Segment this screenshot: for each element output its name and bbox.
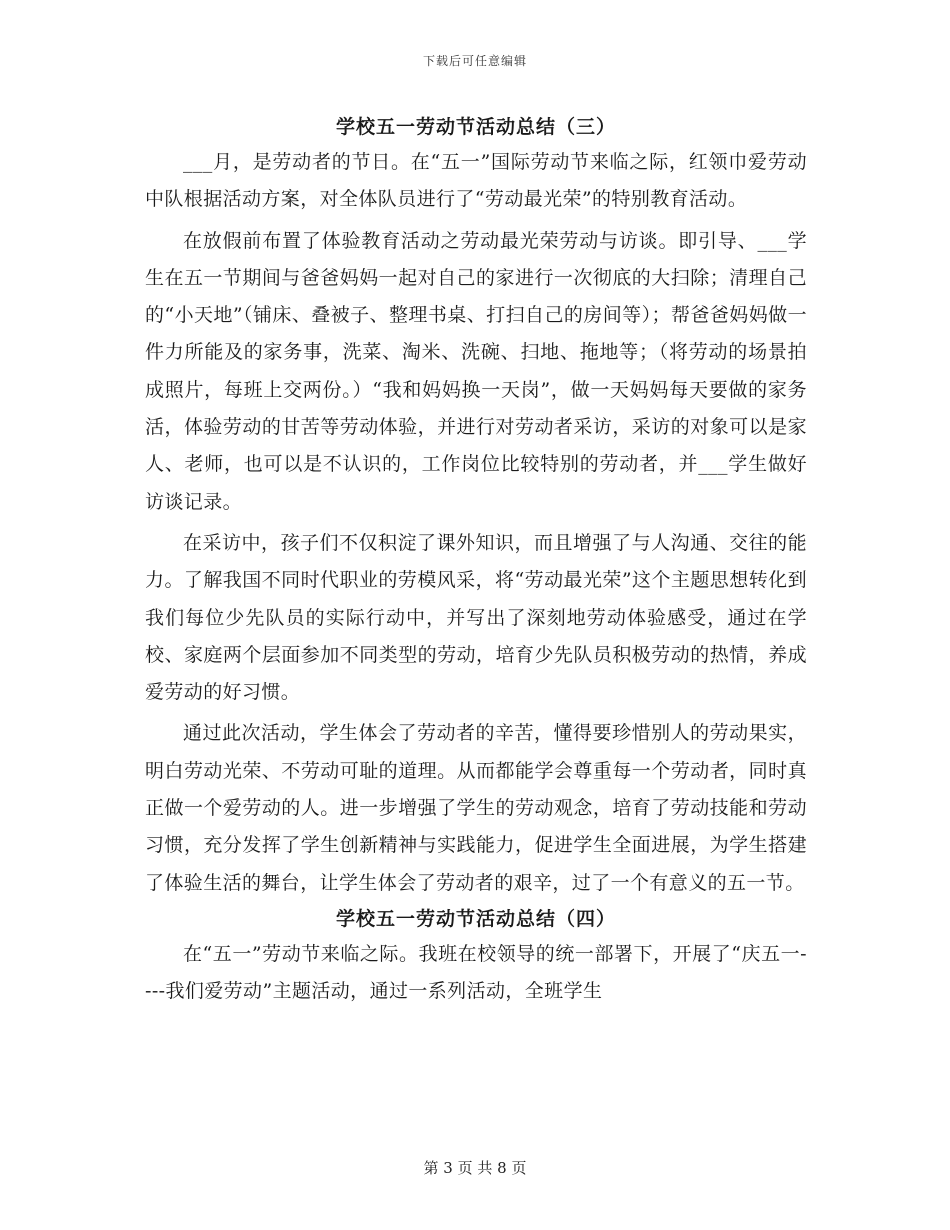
- paragraph: 在“五一”劳动节来临之际。我班在校领导的统一部署下，开展了“庆五一----我们爱劳动”主题活动，通过一系列活动，全班学生: [145, 942, 807, 1003]
- section-title-4: 学校五一劳动节活动总结（四）: [335, 907, 616, 930]
- paragraph: 通过此次活动，学生体会了劳动者的辛苦，懂得要珍惜别人的劳动果实，明白劳动光荣、不劳动可耻的道理。从而都能学会尊重每一个劳动者，同时真正做一个爱劳动的人。进一步增强了学生的劳动观念，培育了劳动技能和劳动习惯，充分发挥了学生创新精神与实践能力，促进学生全面进展，为学生搭建了体验生活的舞台，让学生体会了劳动者的艰辛，过了一个有意义的五一节。: [145, 722, 807, 894]
- document-body: [145, 110, 807, 1011]
- paragraph: 在放假前布置了体验教育活动之劳动最光荣劳动与访谈。即引导、___学生在五一节期间与爸爸妈妈一起对自己的家进行一次彻底的大扫除；清理自己的“小天地”（铺床、叠被子、整理书桌、打扫自己的房间等）；帮爸爸妈妈做一件力所能及的家务事，洗菜、淘米、洗碗、扫地、拖地等；（将劳动的场景拍成照片，每班上交两份。）“我和妈妈换一天岗”，做一天妈妈每天要做的家务活，体验劳动的甘苦等劳动体验，并进行对劳动者采访，采访的对象可以是家人、老师，也可以是不认识的，工作岗位比较特别的劳动者，并___学生做好访谈记录。: [145, 229, 807, 513]
- paragraph: ___月，是劳动者的节日。在“五一”国际劳动节来临之际，红领巾爱劳动中队根据活动方案，对全体队员进行了“劳动最光荣”的特别教育活动。: [145, 151, 807, 211]
- page-number: 第 3 页 共 8 页: [423, 1159, 527, 1177]
- section-title-3: 学校五一劳动节活动总结（三）: [335, 116, 616, 138]
- header-note: 下载后可任意编辑: [422, 54, 527, 68]
- paragraph: 在采访中，孩子们不仅积淀了课外知识，而且增强了与人沟通、交往的能力。了解我国不同时代职业的劳模风采，将“劳动最光荣”这个主题思想转化到我们每位少先队员的实际行动中，并写出了深刻地劳动体验感受，通过在学校、家庭两个层面参加不同类型的劳动，培育少先队员积极劳动的热情，养成爱劳动的好习惯。: [145, 531, 807, 704]
